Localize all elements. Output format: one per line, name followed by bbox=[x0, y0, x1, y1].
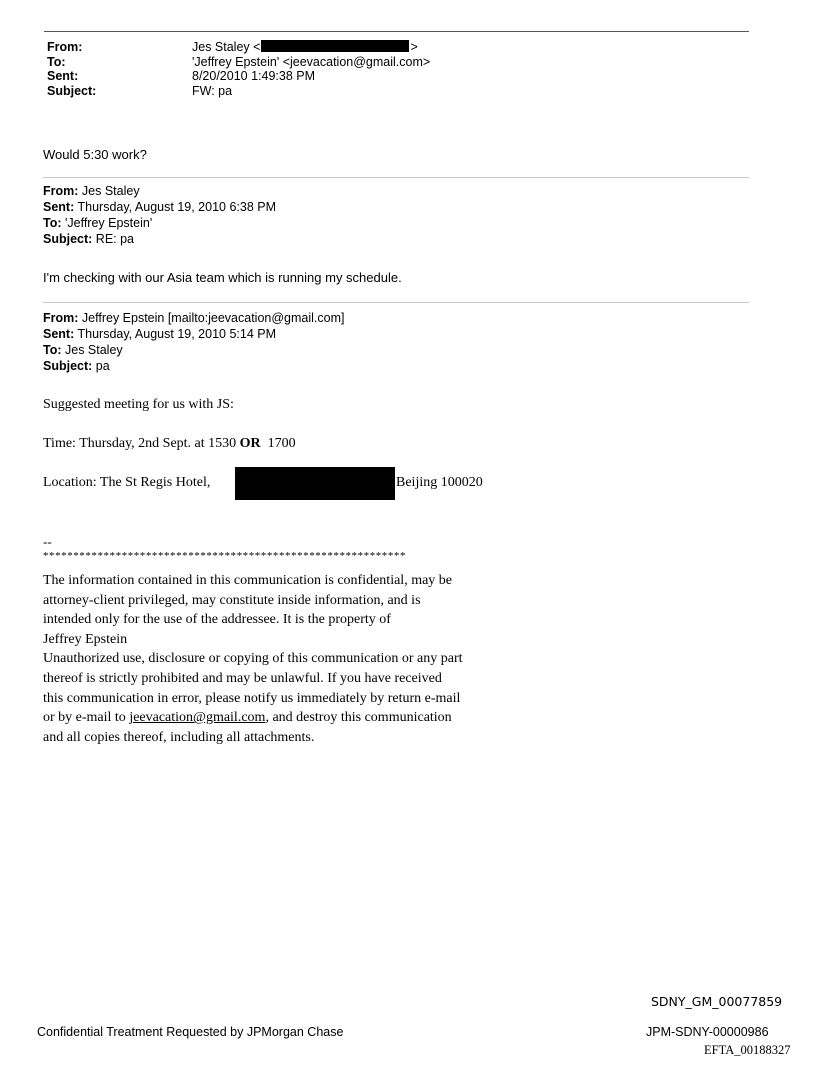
header-sent-row bbox=[47, 69, 430, 84]
meeting-time-suffix: 1700 bbox=[260, 436, 296, 451]
meeting-location-prefix: Location: The St Regis Hotel, bbox=[43, 475, 211, 490]
quoted1-subject-label: Subject: bbox=[43, 232, 93, 246]
quoted-header-1 bbox=[43, 183, 276, 247]
meeting-time-or: OR bbox=[239, 436, 261, 451]
bates-jpm: JPM-SDNY-00000986 bbox=[646, 1025, 769, 1039]
quoted-header-2 bbox=[43, 310, 344, 374]
separator-2 bbox=[43, 302, 749, 303]
quoted1-from-row bbox=[43, 183, 276, 199]
separator-1 bbox=[43, 177, 749, 178]
quoted1-sent-row bbox=[43, 199, 276, 215]
confidentiality-disclaimer bbox=[43, 571, 463, 747]
quoted1-to-row bbox=[43, 215, 276, 231]
header-to-value: 'Jeffrey Epstein' <jeevacation@gmail.com> bbox=[192, 54, 431, 69]
meeting-time bbox=[43, 436, 296, 452]
meeting-suggestion: Suggested meeting for us with JS: bbox=[43, 397, 234, 412]
bates-efta: EFTA_00188327 bbox=[704, 1043, 791, 1057]
quoted2-sent-value: Thursday, August 19, 2010 5:14 PM bbox=[77, 327, 277, 341]
header-sent-label: Sent: bbox=[47, 69, 79, 83]
quoted1-from-label: From: bbox=[43, 184, 79, 198]
quoted1-subject-value: RE: pa bbox=[95, 232, 135, 246]
header-from-label: From: bbox=[47, 40, 83, 54]
bates-sdny: SDNY_GM_00077859 bbox=[651, 994, 783, 1009]
quoted1-sent-value: Thursday, August 19, 2010 6:38 PM bbox=[77, 200, 277, 214]
quoted2-subject-value: pa bbox=[95, 359, 110, 373]
header-from-row bbox=[47, 40, 430, 55]
header-subject-value: FW: pa bbox=[192, 83, 233, 98]
redaction-block bbox=[235, 467, 395, 500]
disclaimer-part3: , and destroy this communication and all copies thereof, including all attachments. bbox=[43, 710, 452, 745]
top-divider bbox=[44, 31, 749, 32]
reply-text: Would 5:30 work? bbox=[43, 147, 147, 162]
redaction-bar bbox=[261, 40, 409, 52]
disclaimer-part2: Unauthorized use, disclosure or copying of this communication or any part thereof is strictly prohibited and may be unlawful. If you have received this communication in error, please notify us immediately by return e-mail or by e-mail to bbox=[43, 651, 463, 726]
header-from-close: > bbox=[410, 40, 418, 54]
meeting-location-suffix: Beijing 100020 bbox=[396, 475, 483, 490]
quoted2-from-label: From: bbox=[43, 311, 79, 325]
quoted2-from-value: Jeffrey Epstein [mailto:jeevacation@gmail.com] bbox=[81, 311, 345, 325]
quoted1-sent-label: Sent: bbox=[43, 200, 75, 214]
quoted1-to-value: 'Jeffrey Epstein' bbox=[65, 216, 153, 230]
quoted2-sent-row bbox=[43, 326, 344, 342]
quoted2-to-row bbox=[43, 342, 344, 358]
signature-stars: ************************************************************ bbox=[43, 550, 406, 562]
disclaimer-email-link[interactable]: jeevacation@gmail.com bbox=[129, 710, 266, 726]
quoted2-subject-row bbox=[43, 358, 344, 374]
quoted1-subject-row bbox=[43, 231, 276, 247]
header-subject-label: Subject: bbox=[47, 83, 97, 98]
quoted1-to-label: To: bbox=[43, 216, 62, 230]
signature-dashes: -- bbox=[43, 534, 52, 549]
header-from-value bbox=[192, 40, 418, 55]
quoted1-from-value: Jes Staley bbox=[81, 184, 140, 198]
header-sent-value: 8/20/2010 1:49:38 PM bbox=[192, 69, 316, 83]
disclaimer-part1: The information contained in this communication is confidential, may be attorney-client privileged, may constitute inside information, and is intended only for the use of the addressee. It is the property of bbox=[43, 573, 453, 628]
meeting-time-prefix: Time: Thursday, 2nd Sept. at 1530 bbox=[43, 436, 240, 451]
email-header bbox=[47, 40, 430, 98]
disclaimer-owner: Jeffrey Epstein bbox=[43, 631, 128, 647]
quoted2-sent-label: Sent: bbox=[43, 327, 75, 341]
quoted1-body: I'm checking with our Asia team which is running my schedule. bbox=[43, 270, 402, 285]
header-subject-row bbox=[47, 84, 430, 99]
header-to-row bbox=[47, 55, 430, 70]
quoted2-from-row bbox=[43, 310, 344, 326]
quoted2-subject-label: Subject: bbox=[43, 359, 93, 373]
header-from-name: Jes Staley < bbox=[192, 40, 261, 54]
header-to-label: To: bbox=[47, 54, 66, 69]
footer-confidential: Confidential Treatment Requested by JPMorgan Chase bbox=[37, 1025, 344, 1039]
quoted2-to-value: Jes Staley bbox=[65, 343, 123, 357]
quoted2-to-label: To: bbox=[43, 343, 62, 357]
